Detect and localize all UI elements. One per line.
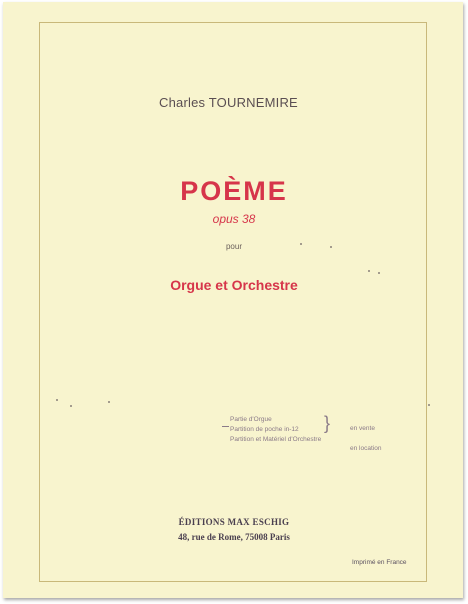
paper-speck bbox=[378, 272, 380, 274]
paper-speck bbox=[108, 401, 110, 403]
work-title: POÈME bbox=[180, 176, 288, 206]
paper-speck bbox=[428, 404, 430, 406]
paper-speck bbox=[330, 246, 332, 248]
paper-speck bbox=[368, 270, 370, 272]
editions-list bbox=[230, 415, 321, 445]
publisher-address: 48, rue de Rome, 75008 Paris bbox=[178, 532, 290, 542]
publisher-name: ÉDITIONS MAX ESCHIG bbox=[178, 517, 290, 527]
edition-status: en location bbox=[350, 445, 382, 452]
instrumentation-label: Orgue et Orchestre bbox=[170, 277, 298, 293]
edition-dash bbox=[222, 426, 229, 427]
paper-speck bbox=[56, 399, 58, 401]
printed-in-label: Imprimé en France bbox=[352, 559, 407, 566]
paper-speck bbox=[70, 405, 72, 407]
composer-name: Charles TOURNEMIRE bbox=[159, 95, 298, 110]
edition-status: en vente bbox=[350, 425, 375, 432]
edition-item: Partie d'Orgue bbox=[230, 416, 272, 423]
edition-item: Partition de poche in-12 bbox=[230, 426, 299, 433]
edition-item: Partition et Matériel d'Orchestre bbox=[230, 436, 322, 443]
opus-number: opus 38 bbox=[212, 212, 256, 226]
edition-brace-icon: } bbox=[324, 413, 331, 433]
pour-label: pour bbox=[225, 242, 242, 251]
paper-speck bbox=[300, 243, 302, 245]
